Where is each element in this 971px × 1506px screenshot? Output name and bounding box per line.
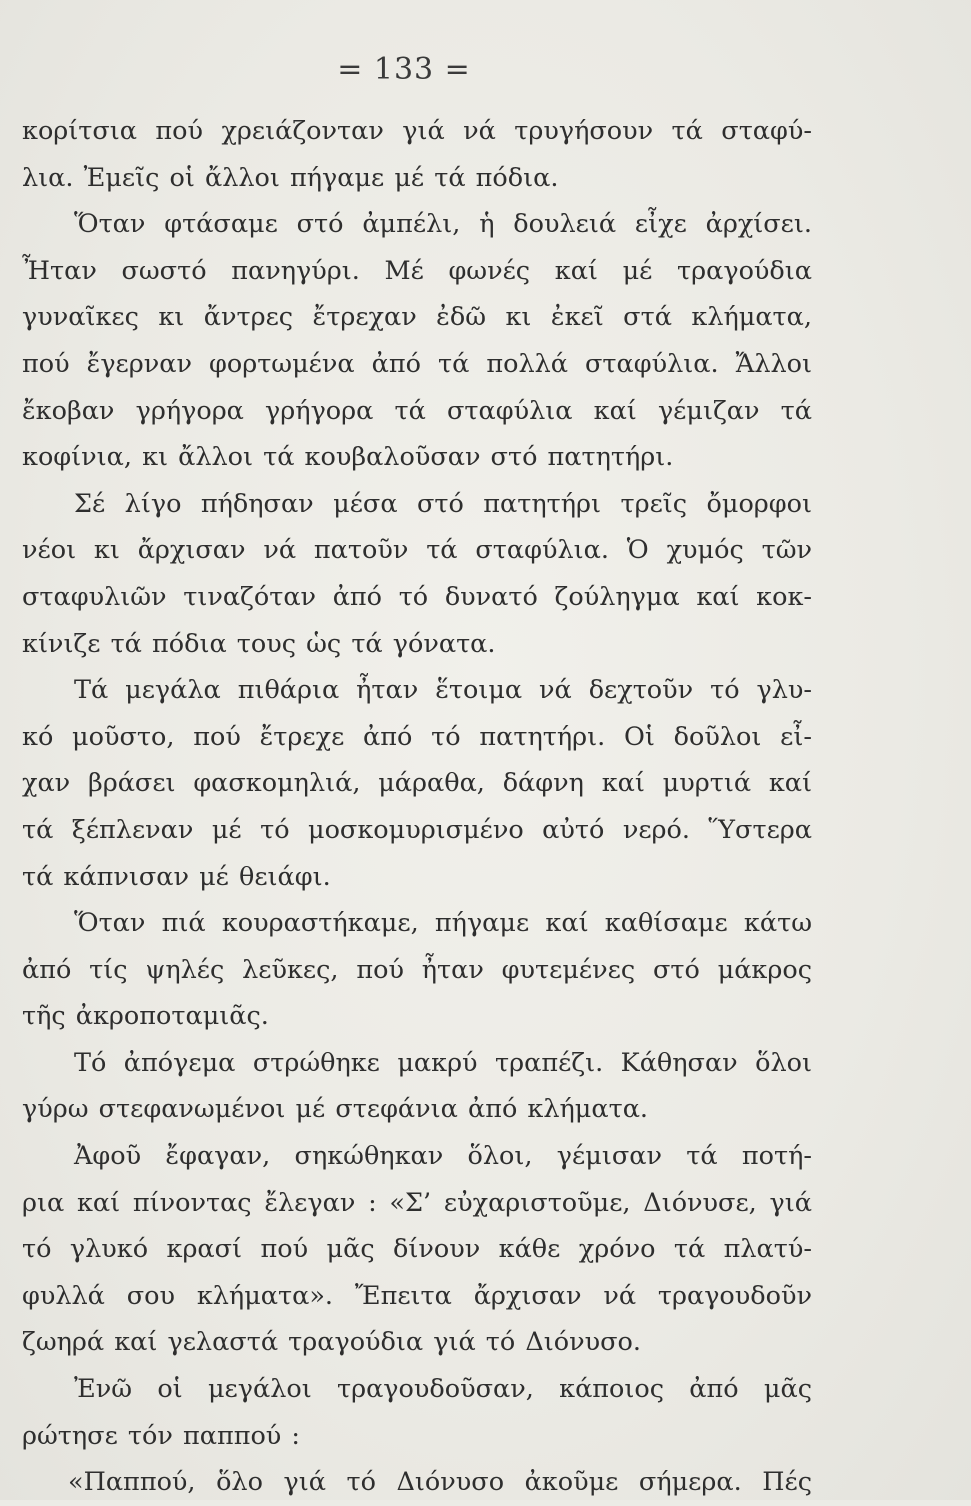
- text-line: ἔκοβαν γρήγορα γρήγορα τά σταφύλια καί γέμιζαν τά: [22, 395, 812, 426]
- text-line: Ἀφοῦ ἔφαγαν, σηκώθηκαν ὅλοι, γέμισαν τά ποτή-: [74, 1141, 812, 1172]
- text-line: «Παππού, ὅλο γιά τό Διόνυσο ἀκοῦμε σήμερα. Πές: [68, 1467, 812, 1498]
- text-line: πού ἔγερναν φορτωμένα ἀπό τά πολλά σταφύλια. Ἄλλοι: [22, 348, 812, 379]
- text-line: Τό ἀπόγεμα στρώθηκε μακρύ τραπέζι. Κάθησαν ὅλοι: [74, 1047, 812, 1078]
- text-line: φυλλά σου κλήματα». Ἔπειτα ἄρχισαν νά τραγουδοῦν: [22, 1280, 812, 1311]
- text-line: κορίτσια πού χρειάζονταν γιά νά τρυγήσουν τά σταφύ-: [22, 116, 812, 146]
- text-line: σταφυλιῶν τιναζόταν ἀπό τό δυνατό ζούληγμα καί κοκ-: [22, 581, 812, 612]
- text-line: Τά μεγάλα πιθάρια ἦταν ἕτοιμα νά δεχτοῦν τό γλυ-: [74, 675, 812, 706]
- text-line: γυναῖκες κι ἄντρες ἔτρεχαν ἐδῶ κι ἐκεῖ στά κλήματα,: [22, 302, 812, 333]
- text-line: τά ξέπλεναν μέ τό μοσκομυρισμένο αὐτό νερό. Ὕστερα: [22, 814, 812, 845]
- text-line: κοφίνια, κι ἄλλοι τά κουβαλοῦσαν στό πατητήρι.: [22, 442, 674, 473]
- text-line: κό μοῦστο, πού ἔτρεχε ἀπό τό πατητήρι. Οἱ δοῦλοι εἶ-: [22, 721, 812, 752]
- text-line: λια. Ἐμεῖς οἱ ἄλλοι πήγαμε μέ τά πόδια.: [22, 162, 559, 193]
- text-line: Ὅταν πιά κουραστήκαμε, πήγαμε καί καθίσαμε κάτω: [74, 908, 812, 939]
- text-line: νέοι κι ἄρχισαν νά πατοῦν τά σταφύλια. Ὁ χυμός τῶν: [22, 535, 812, 566]
- text-line: τῆς ἀκροποταμιᾶς.: [22, 1001, 269, 1032]
- text-line: Σέ λίγο πήδησαν μέσα στό πατητήρι τρεῖς ὄμορφοι: [74, 488, 812, 519]
- text-line: Ἐνῶ οἱ μεγάλοι τραγουδοῦσαν, κάποιος ἀπό μᾶς: [74, 1374, 812, 1405]
- text-line: Ἦταν σωστό πανηγύρι. Μέ φωνές καί μέ τραγούδια: [22, 255, 812, 286]
- text-line: ζωηρά καί γελαστά τραγούδια γιά τό Διόνυσο.: [22, 1327, 641, 1358]
- text-line: τά κάπνισαν μέ θειάφι.: [22, 861, 331, 892]
- page-number: = 133 =: [337, 52, 471, 87]
- text-line: γύρω στεφανωμένοι μέ στεφάνια ἀπό κλήματα.: [22, 1094, 649, 1125]
- text-line: κίνιζε τά πόδια τους ὡς τά γόνατα.: [22, 628, 496, 659]
- text-line: τό γλυκό κρασί πού μᾶς δίνουν κάθε χρόνο τά πλατύ-: [22, 1234, 812, 1265]
- text-line: ρώτησε τόν παππού :: [22, 1420, 301, 1451]
- text-line: Ὅταν φτάσαμε στό ἀμπέλι, ἡ δουλειά εἶχε ἀρχίσει.: [74, 209, 812, 240]
- text-line: ἀπό τίς ψηλές λεῦκες, πού ἦταν φυτεμένες στό μάκρος: [22, 954, 812, 985]
- text-line: χαν βράσει φασκομηλιά, μάραθα, δάφνη καί μυρτιά καί: [22, 768, 812, 799]
- body-text: [22, 108, 812, 1506]
- text-line: ρια καί πίνοντας ἔλεγαν : «Σ’ εὐχαριστοῦμε, Διόνυσε, γιά: [22, 1187, 812, 1218]
